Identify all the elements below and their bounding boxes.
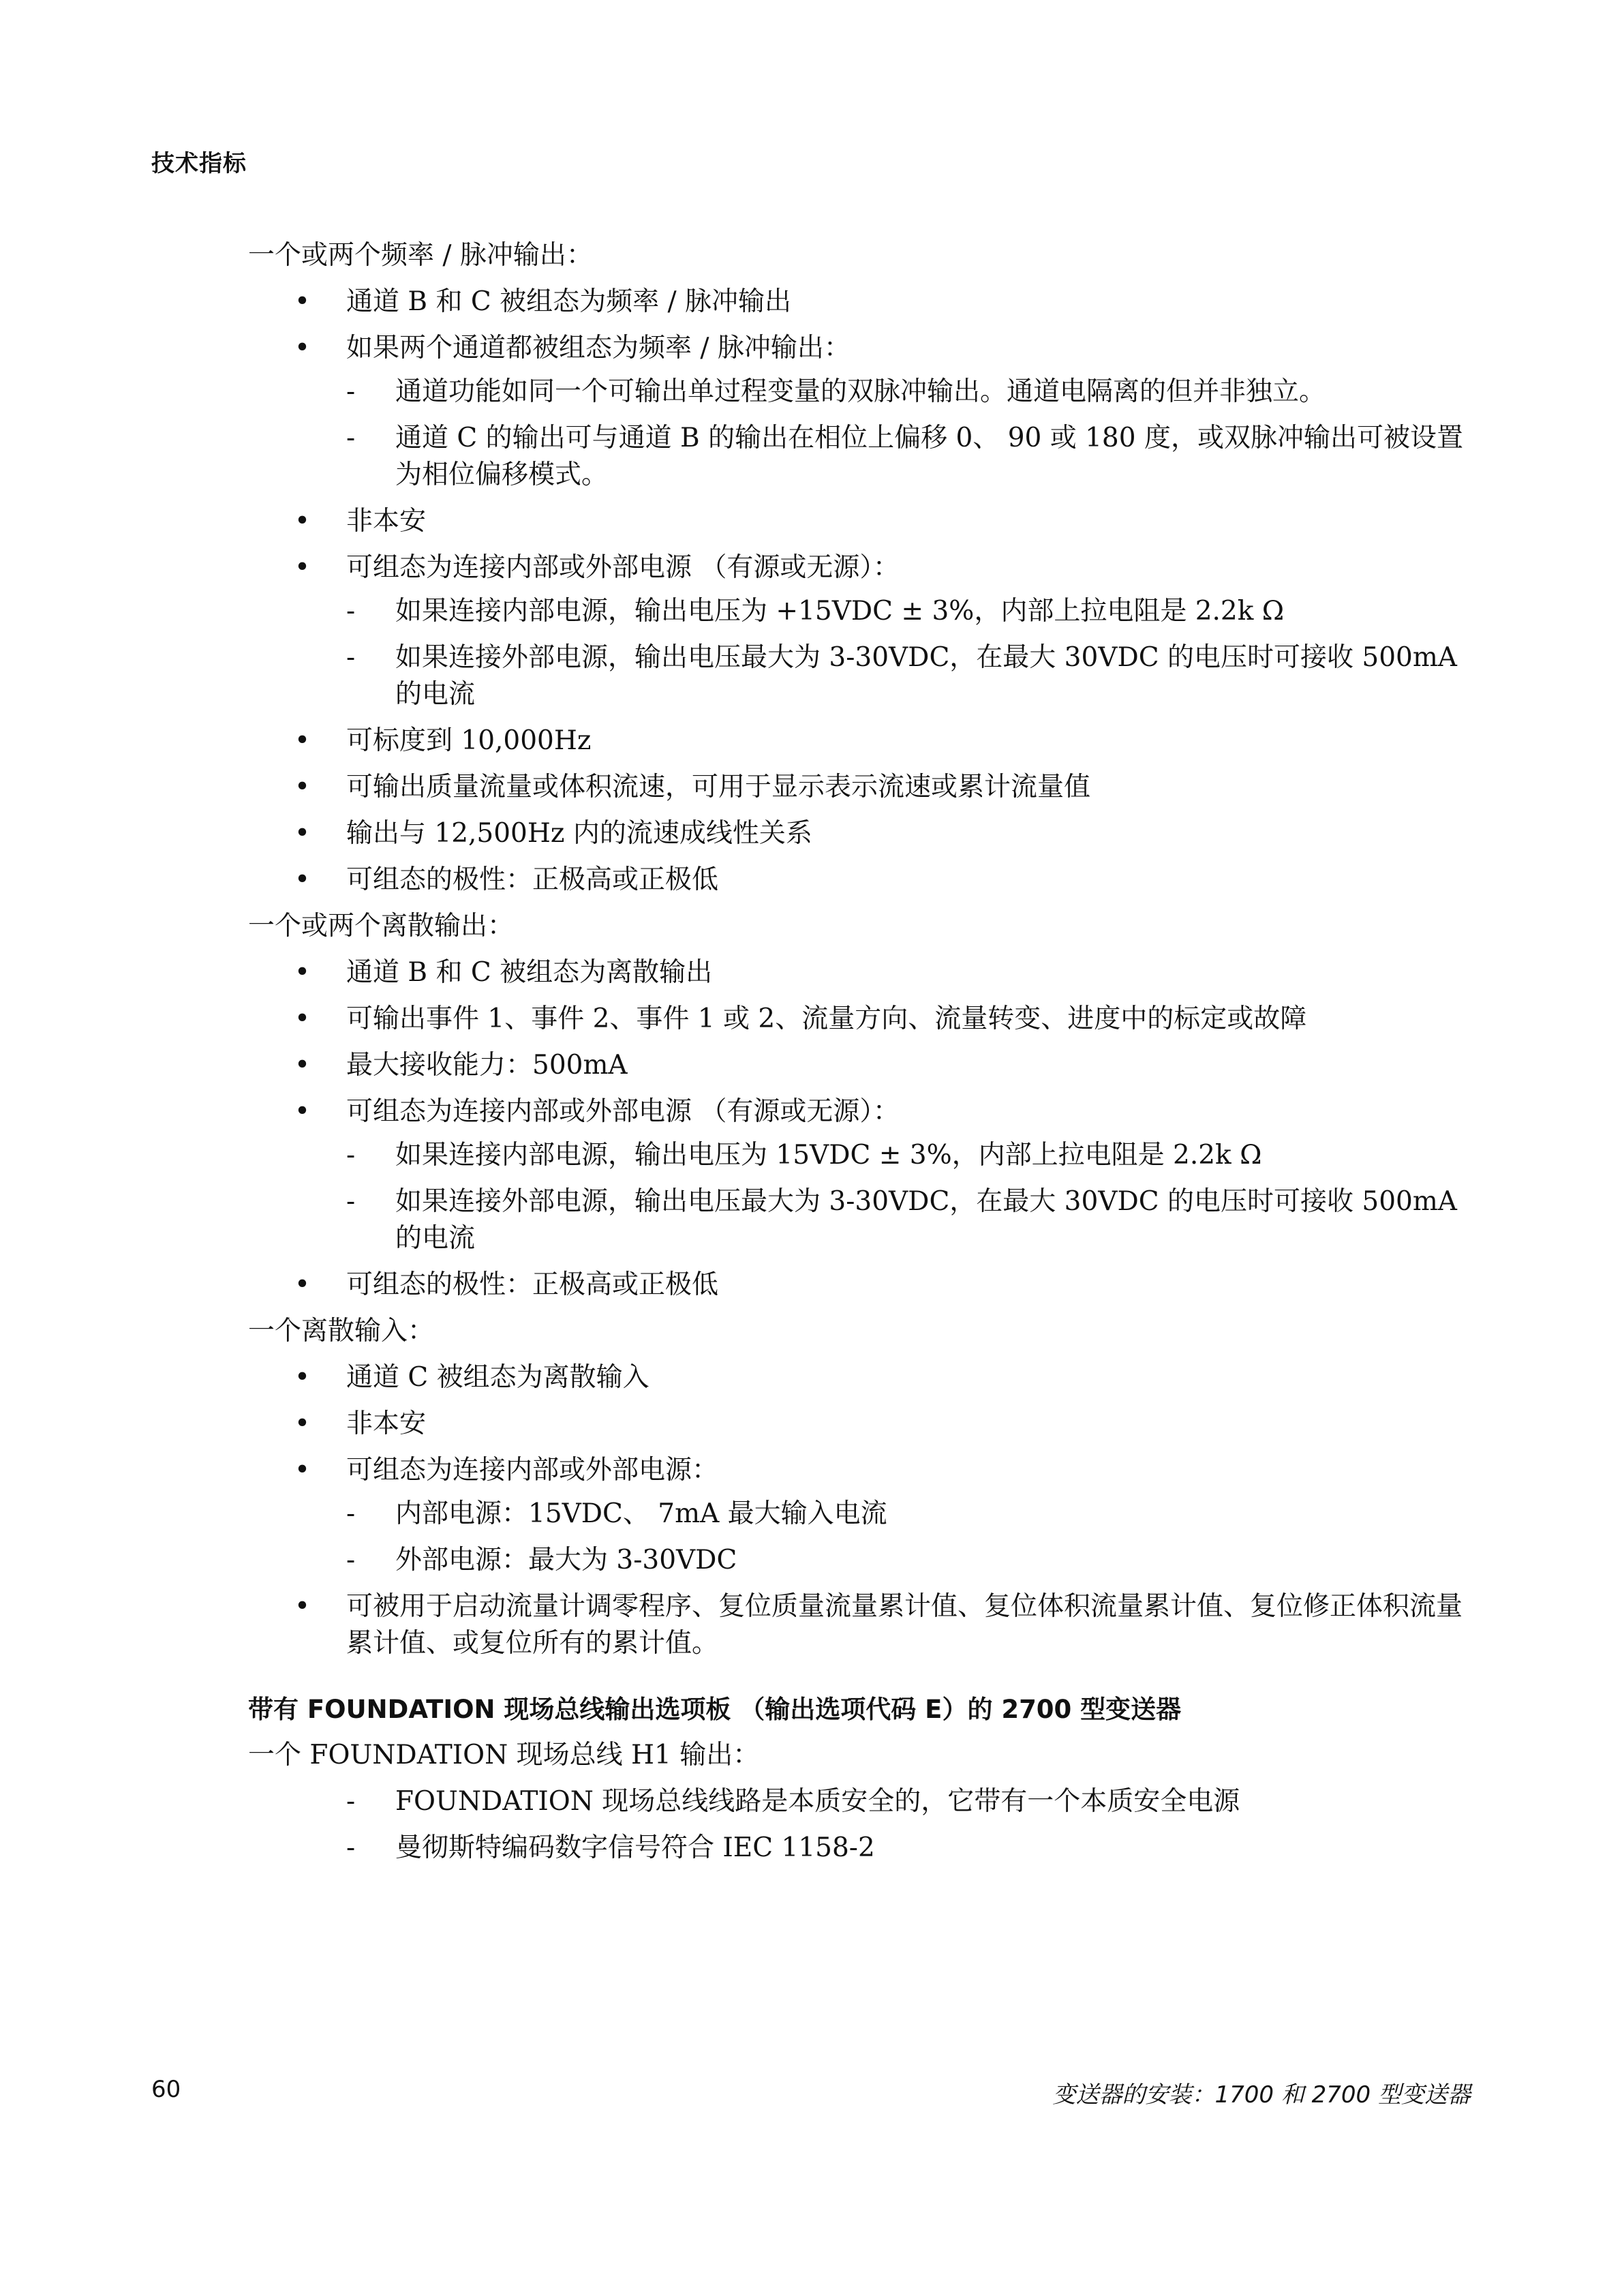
bullet-item	[248, 1588, 1475, 1662]
bullet-text: 非本安	[346, 506, 427, 537]
dash-text: 外部电源：最大为 3-30VDC	[395, 1545, 737, 1575]
bullet-marker: •	[294, 1003, 311, 1034]
dash-text: 内部电源：15VDC、 7mA 最大输入电流	[395, 1498, 887, 1529]
bullet-marker: •	[294, 506, 311, 537]
bullet-text: 可标度到 10,000Hz	[346, 725, 592, 756]
bullet-item	[248, 862, 1475, 898]
dash-item	[346, 639, 1475, 713]
dash-marker: -	[346, 1140, 356, 1170]
section-lead: 一个离散输入：	[248, 1316, 435, 1346]
dash-list	[346, 1496, 1475, 1579]
dash-marker: -	[346, 1545, 356, 1575]
bullet-marker: •	[294, 1591, 311, 1622]
dash-list	[346, 1137, 1475, 1257]
bullet-text: 可输出质量流量或体积流速，可用于显示表示流速或累计流量值	[346, 772, 1091, 802]
bullet-text: 最大接收能力：500mA	[346, 1050, 628, 1081]
dash-marker: -	[346, 1498, 356, 1529]
dash-text: 如果连接内部电源，输出电压为 +15VDC ± 3%，内部上拉电阻是 2.2k Ω	[395, 596, 1285, 626]
bullet-text: 可组态的极性：正极高或正极低	[346, 864, 719, 895]
bullet-text: 通道 B 和 C 被组态为频率 / 脉冲输出	[346, 286, 792, 317]
bullet-marker: •	[294, 333, 311, 363]
dash-marker: -	[346, 1832, 356, 1863]
bullet-item	[248, 1047, 1475, 1084]
bullet-text: 非本安	[346, 1408, 427, 1439]
bullet-marker: •	[294, 286, 311, 317]
bullet-text: 通道 B 和 C 被组态为离散输出	[346, 957, 713, 988]
bullet-item	[248, 815, 1475, 852]
bullet-item	[248, 1093, 1475, 1257]
bullet-text: 可输出事件 1、事件 2、事件 1 或 2、流量方向、流量转变、进度中的标定或故障	[346, 1003, 1307, 1034]
bullet-list	[248, 954, 1475, 1303]
dash-item	[346, 1183, 1475, 1257]
bullet-item	[248, 954, 1475, 991]
dash-list	[346, 1783, 1475, 1867]
bullet-text: 可组态为连接内部或外部电源 （有源或无源）：	[346, 1096, 900, 1127]
bullet-item	[248, 1001, 1475, 1038]
dash-text: 曼彻斯特编码数字信号符合 IEC 1158-2	[395, 1832, 875, 1863]
dash-marker: -	[346, 1186, 356, 1217]
dash-marker: -	[346, 1786, 356, 1817]
section-lead: 一个 FOUNDATION 现场总线 H1 输出：	[248, 1740, 760, 1770]
bullet-marker: •	[294, 864, 311, 895]
page-number: 60	[151, 2076, 181, 2103]
section-heading: 带有 FOUNDATION 现场总线输出选项板 （输出选项代码 E）的 2700 型变送器	[248, 1695, 1182, 1724]
dash-text: 如果连接外部电源，输出电压最大为 3-30VDC，在最大 30VDC 的电压时可接收 500mA 的电流	[395, 1186, 1457, 1254]
bullet-text: 输出与 12,500Hz 内的流速成线性关系	[346, 818, 812, 849]
footer-title: 变送器的安装：1700 和 2700 型变送器	[1052, 2081, 1471, 2109]
bullet-marker: •	[294, 1408, 311, 1439]
bullet-text: 可组态为连接内部或外部电源 （有源或无源）：	[346, 552, 900, 583]
bullet-item	[248, 1267, 1475, 1303]
dash-item	[346, 1783, 1475, 1820]
bullet-item	[248, 1406, 1475, 1442]
bullet-marker: •	[294, 1096, 311, 1127]
section-lead: 一个或两个频率 / 脉冲输出：	[248, 240, 593, 271]
dash-item	[346, 1137, 1475, 1174]
bullet-item	[248, 549, 1475, 713]
dash-marker: -	[346, 596, 356, 626]
dash-item	[346, 1830, 1475, 1867]
dash-text: 如果连接外部电源，输出电压最大为 3-30VDC，在最大 30VDC 的电压时可接收 500mA 的电流	[395, 642, 1457, 710]
bullet-item	[248, 330, 1475, 494]
dash-list	[346, 593, 1475, 713]
dash-list	[346, 374, 1475, 494]
bullet-text: 可组态为连接内部或外部电源：	[346, 1455, 719, 1485]
bullet-item	[248, 1452, 1475, 1579]
dash-text: 通道功能如同一个可输出单过程变量的双脉冲输出。通道电隔离的但并非独立。	[395, 376, 1326, 407]
dash-text: FOUNDATION 现场总线线路是本质安全的，它带有一个本质安全电源	[395, 1786, 1240, 1817]
bullet-marker: •	[294, 552, 311, 583]
bullet-marker: •	[294, 1362, 311, 1393]
bullet-list	[248, 284, 1475, 898]
bullet-item	[248, 1359, 1475, 1396]
main-content	[248, 237, 1475, 1876]
dash-item	[346, 593, 1475, 630]
bullet-marker: •	[294, 818, 311, 849]
bullet-text: 通道 C 被组态为离散输入	[346, 1362, 649, 1393]
bullet-marker: •	[294, 1269, 311, 1300]
dash-marker: -	[346, 423, 356, 453]
bullet-marker: •	[294, 1050, 311, 1081]
dash-marker: -	[346, 376, 356, 407]
dash-item	[346, 374, 1475, 410]
dash-marker: -	[346, 642, 356, 673]
section-lead: 一个或两个离散输出：	[248, 911, 515, 941]
dash-text: 通道 C 的输出可与通道 B 的输出在相位上偏移 0、 90 或 180 度，或双脉冲输出可被设置为相位偏移模式。	[395, 423, 1463, 490]
bullet-text: 如果两个通道都被组态为频率 / 脉冲输出：	[346, 333, 851, 363]
bullet-item	[248, 769, 1475, 806]
bullet-item	[248, 503, 1475, 540]
bullet-marker: •	[294, 725, 311, 756]
page-header-title: 技术指标	[151, 150, 247, 177]
bullet-item	[248, 723, 1475, 759]
bullet-marker: •	[294, 772, 311, 802]
bullet-item	[248, 284, 1475, 320]
dash-item	[346, 1496, 1475, 1532]
dash-item	[346, 1542, 1475, 1579]
bullet-text: 可组态的极性：正极高或正极低	[346, 1269, 719, 1300]
bullet-marker: •	[294, 1455, 311, 1485]
bullet-list	[248, 1359, 1475, 1662]
bullet-text: 可被用于启动流量计调零程序、复位质量流量累计值、复位体积流量累计值、复位修正体积流量累计值、或复位所有的累计值。	[346, 1591, 1463, 1659]
bullet-marker: •	[294, 957, 311, 988]
dash-text: 如果连接内部电源，输出电压为 15VDC ± 3%，内部上拉电阻是 2.2k Ω	[395, 1140, 1262, 1170]
dash-item	[346, 420, 1475, 494]
